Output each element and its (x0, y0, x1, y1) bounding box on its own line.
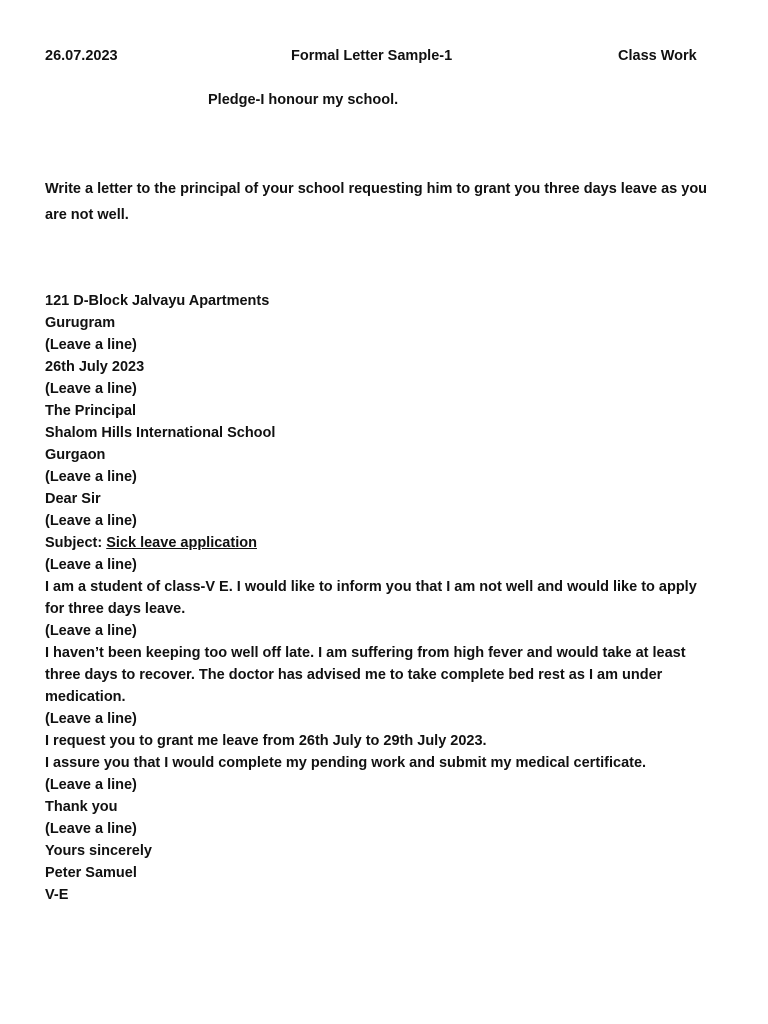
question-text: Write a letter to the principal of your school requesting him to grant you three days leave as you are not well. (45, 181, 708, 223)
subject-text: Sick leave application (106, 535, 257, 551)
header-row (45, 48, 705, 68)
leave-line: (Leave a line) (45, 381, 137, 397)
paragraph-2: I haven’t been keeping too well off late. I am suffering from high fever and would take at least three days to recover. The doctor has advised me to take complete bed rest as I am under medication. (45, 645, 686, 705)
leave-line: (Leave a line) (45, 513, 137, 529)
signature-name: Peter Samuel (45, 865, 137, 881)
thanks-line: Thank you (45, 799, 118, 815)
header-title: Formal Letter Sample-1 (291, 48, 453, 64)
recipient-city: Gurgaon (45, 447, 106, 463)
address-line-2: Gurugram (45, 315, 116, 331)
subject-line (45, 532, 725, 554)
paragraph-1: I am a student of class-V E. I would like to inform you that I am not well and would like to apply for three days leave. (45, 579, 697, 617)
subject-label: Subject: (45, 535, 107, 551)
leave-line: (Leave a line) (45, 337, 137, 353)
recipient-school: Shalom Hills International School (45, 425, 276, 441)
signature-class: V-E (45, 887, 69, 903)
pledge-text: Pledge-I honour my school. (208, 92, 399, 108)
letter-date: 26th July 2023 (45, 359, 145, 375)
salutation: Dear Sir (45, 491, 101, 507)
header-date: 26.07.2023 (45, 48, 118, 64)
leave-line: (Leave a line) (45, 777, 137, 793)
leave-line: (Leave a line) (45, 711, 137, 727)
leave-line: (Leave a line) (45, 821, 137, 837)
leave-line: (Leave a line) (45, 557, 137, 573)
paragraph-3-line-2: I assure you that I would complete my pending work and submit my medical certificate. (45, 755, 647, 771)
header-class-work: Class Work (618, 48, 697, 64)
leave-line: (Leave a line) (45, 469, 137, 485)
leave-line: (Leave a line) (45, 623, 137, 639)
paragraph-3-line-1: I request you to grant me leave from 26th July to 29th July 2023. (45, 733, 487, 749)
letter-body (45, 290, 725, 906)
closing-line: Yours sincerely (45, 843, 152, 859)
recipient-title: The Principal (45, 403, 137, 419)
address-line-1: 121 D-Block Jalvayu Apartments (45, 293, 270, 309)
